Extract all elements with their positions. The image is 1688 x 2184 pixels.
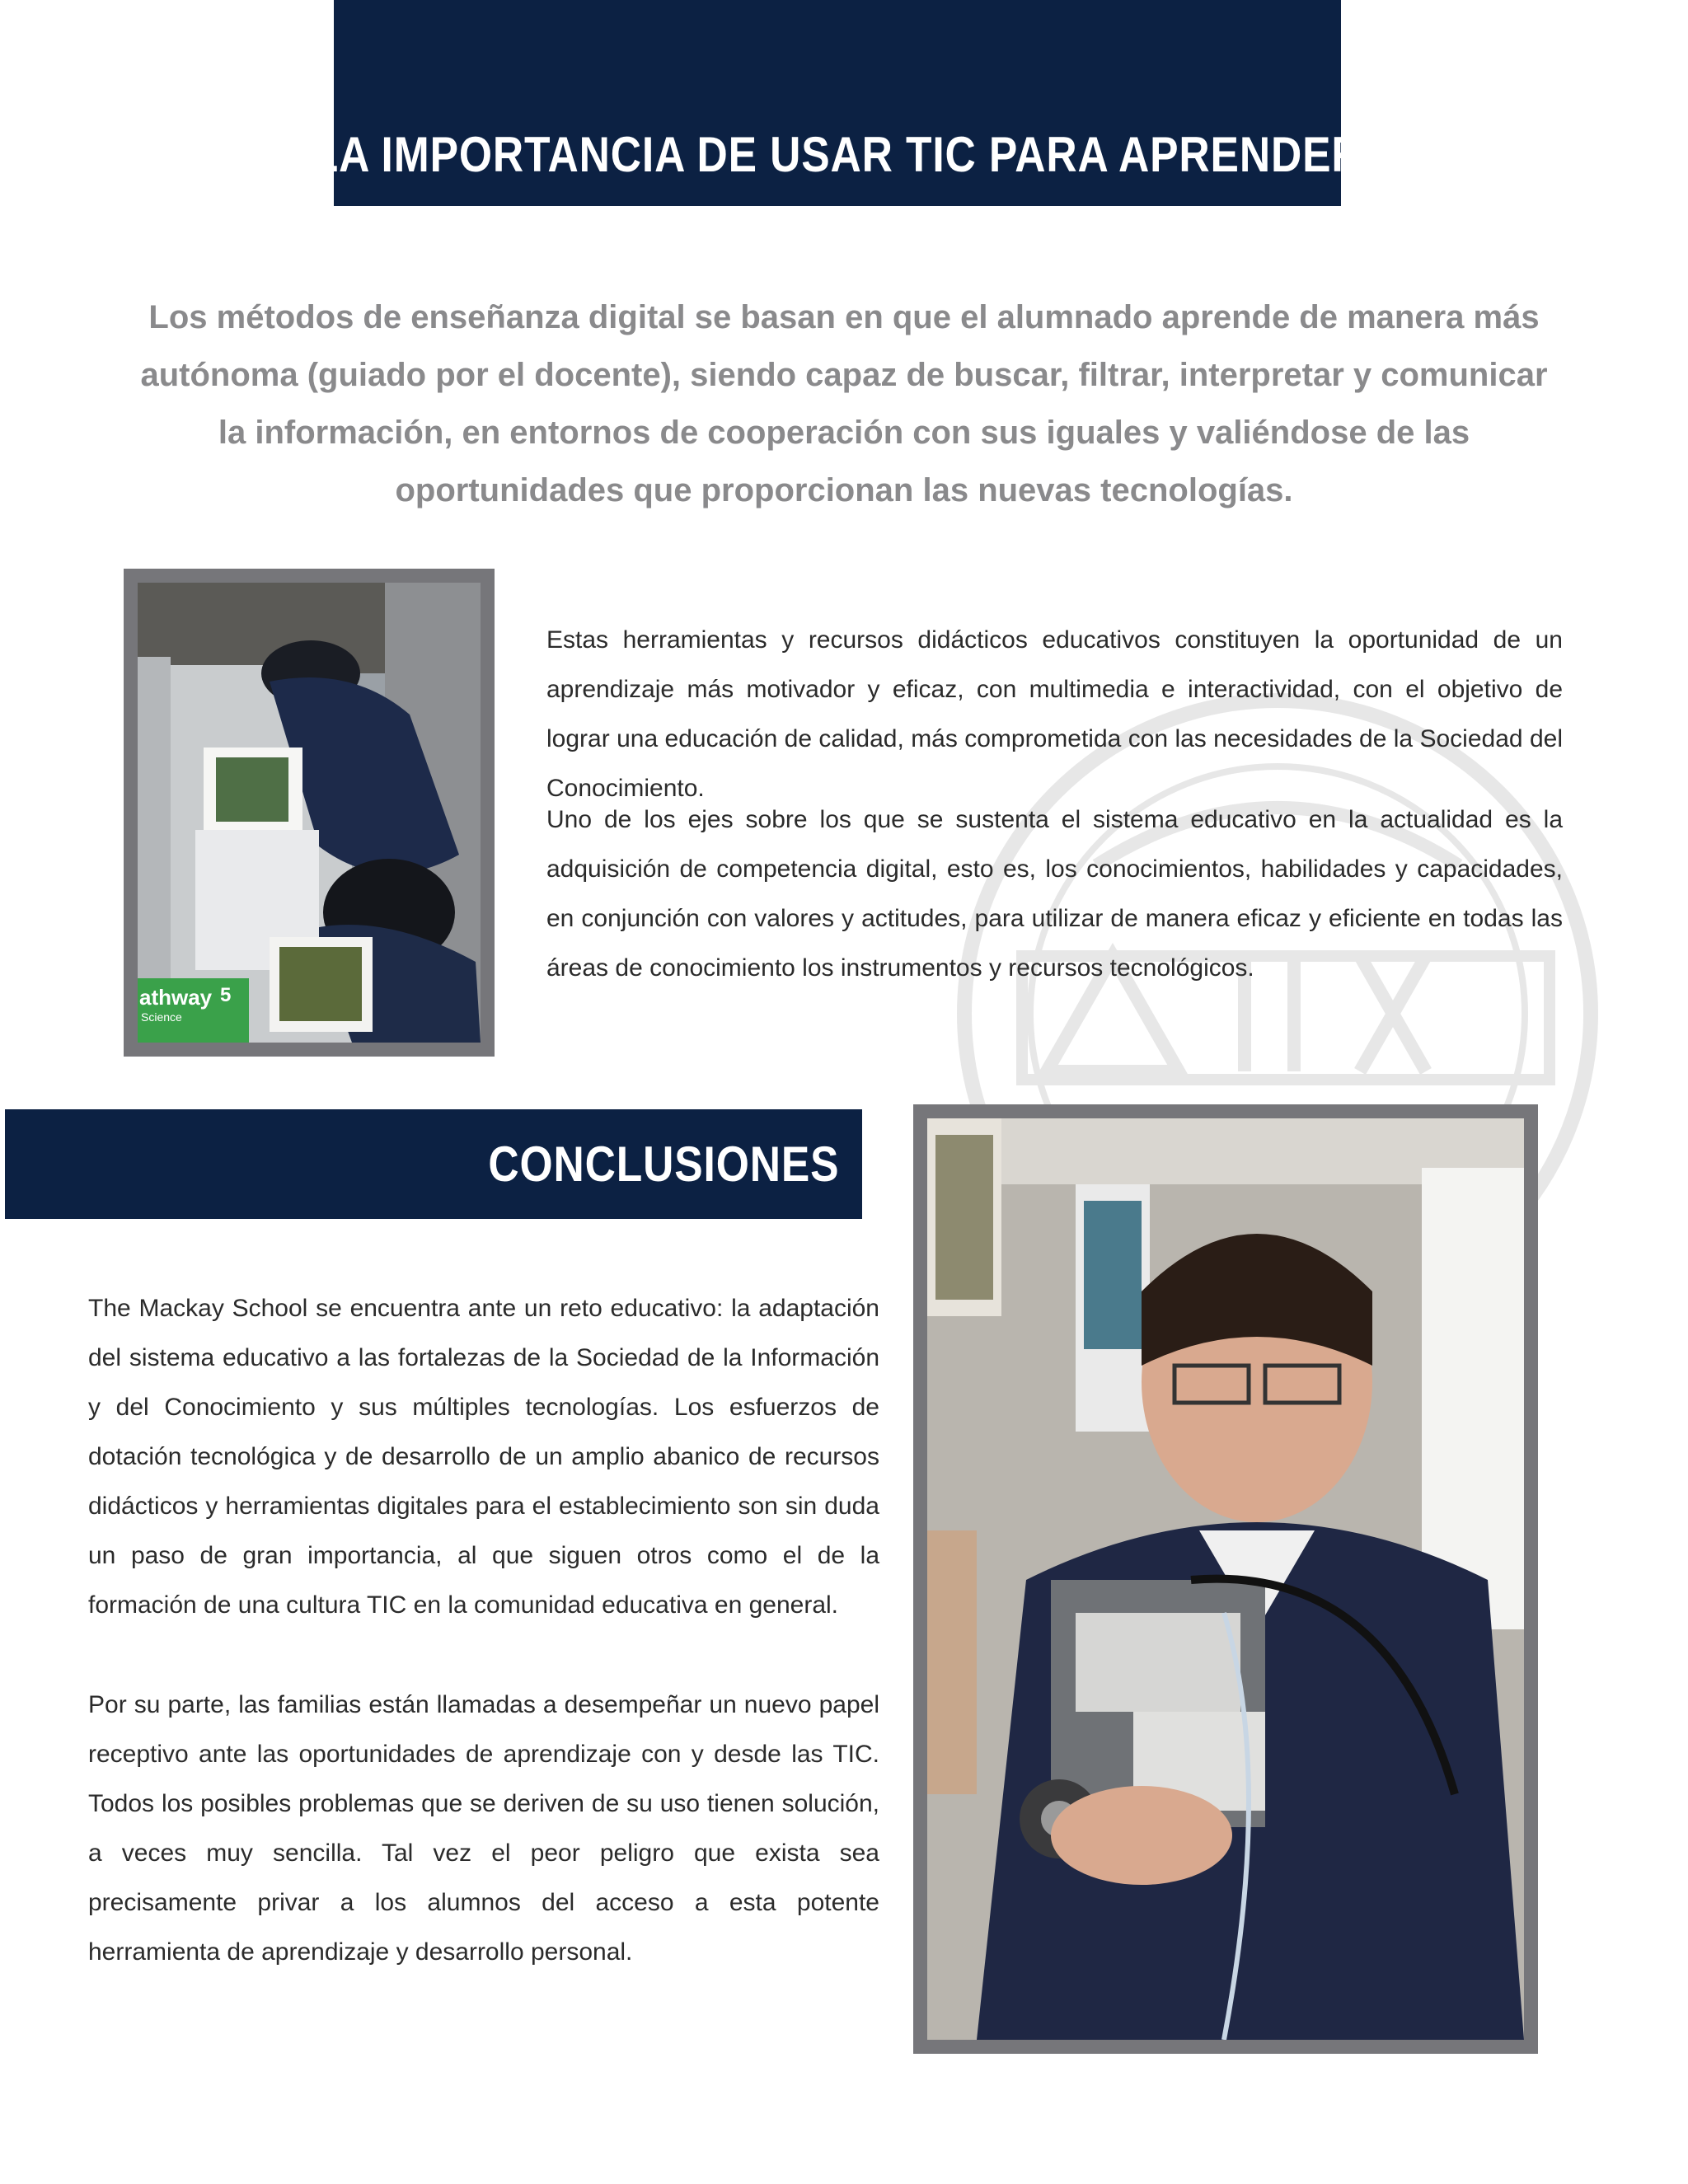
paragraph-digital-competence: Uno de los ejes sobre los que se sustenta el sistema educativo en la actualidad es la adquisición de competencia digital, esto es, los conocimientos, habilidades y capacidades, en conjunción con valores y actitudes, para utilizar de manera eficaz y eficiente en todas las áreas de conocimiento los instrumentos y recursos tecnológicos. (546, 806, 1563, 982)
book-subtitle: Science (141, 1010, 182, 1024)
student-robot-photo (927, 1118, 1524, 2040)
students-tablets-photo (138, 583, 481, 1043)
page-title: LA IMPORTANCIA DE USAR TIC PARA APRENDER (312, 127, 1363, 182)
student-robot-photo-frame (913, 1104, 1538, 2054)
book-title: athway (139, 985, 213, 1010)
paragraph-families: Por su parte, las familias están llamadas a desempeñar un nuevo papel receptivo ante las oportunidades de aprendizaje con y desde las TIC. Todos los posibles problemas que se deriven de su uso tienen solución, a veces muy sencilla. Tal vez el peor peligro que exista sea precisamente privar a los alumnos del acceso a esta potente herramienta de aprendizaje y desarrollo personal. (88, 1691, 879, 1966)
page-title-banner (312, 0, 1363, 206)
paragraph-school-challenge: The Mackay School se encuentra ante un reto educativo: la adaptación del sistema educativo a las fortalezas de la Sociedad de la Información y del Conocimiento y sus múltiples tecnologías. Los esfuerzos de dotación tecnológica y de desarrollo de un amplio abanico de recursos didácticos y herramientas digitales para el establecimiento son sin duda un paso de gran importancia, al que siguen otros como el de la formación de una cultura TIC en la comunidad educativa en general. (88, 1295, 879, 1619)
conclusions-title: CONCLUSIONES (487, 1137, 839, 1192)
book-number: 5 (220, 984, 232, 1006)
students-tablets-photo-frame (124, 569, 495, 1057)
conclusions-banner (5, 1109, 862, 1219)
intro-text: Los métodos de enseñanza digital se basan en que el alumnado aprende de manera más autónoma (guiado por el docente), siendo capaz de buscar, filtrar, interpretar y comunicar la información, en entornos de cooperación con sus iguales y valiéndose de las oportunidades que proporcionan las nuevas tecnologías. (140, 299, 1548, 509)
paragraph-tools: Estas herramientas y recursos didácticos educativos constituyen la oportunidad de un aprendizaje más motivador y eficaz, con multimedia e interactividad, con el objetivo de lograr una educación de calidad, más comprometida con las necesidades de la Sociedad del Conocimiento. (546, 626, 1563, 802)
